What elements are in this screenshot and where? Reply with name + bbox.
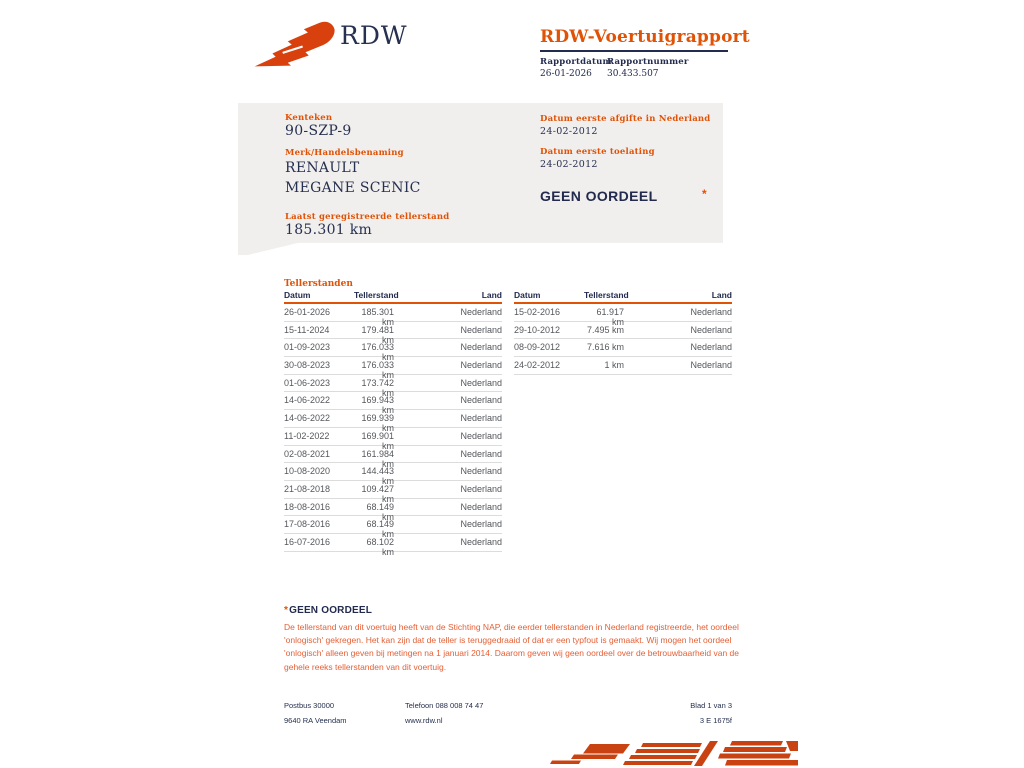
table-row xyxy=(284,339,502,363)
cell-tellerstand: 7.495 km xyxy=(586,324,624,335)
kenteken-label: Kenteken xyxy=(285,113,333,123)
cell-tellerstand: 109.427 km xyxy=(361,483,394,504)
table-row xyxy=(284,499,502,522)
column-header-land: Land xyxy=(711,290,732,300)
rdw-feather-logo-icon xyxy=(253,18,337,68)
document-title: RDW-Voertuigrapport xyxy=(540,27,750,47)
cell-datum: 29-10-2012 xyxy=(514,324,561,335)
cell-tellerstand: 185.301 km xyxy=(361,307,394,327)
cell-datum: 16-07-2016 xyxy=(284,536,331,547)
table-row xyxy=(284,304,502,327)
column-header-tellerstand: Tellerstand xyxy=(354,290,399,300)
table-row xyxy=(514,357,732,375)
laatste-tellerstand-label: Laatst geregistreerde tellerstand xyxy=(285,212,450,222)
oordeel-asterisk: * xyxy=(702,187,707,201)
cell-land: Nederland xyxy=(460,466,502,477)
laatste-tellerstand-value: 185.301 km xyxy=(285,222,373,238)
cell-datum: 14-06-2022 xyxy=(284,395,331,406)
footnote-heading-text: GEEN OORDEEL xyxy=(289,605,373,616)
table-row xyxy=(284,428,502,451)
cell-tellerstand: 173.742 km xyxy=(361,377,394,398)
cell-tellerstand: 176.033 km xyxy=(361,360,394,381)
footer-page-number: Blad 1 van 3 xyxy=(690,701,732,710)
table-row xyxy=(284,357,502,381)
table-row xyxy=(284,322,502,345)
cell-tellerstand: 144.443 km xyxy=(361,466,394,487)
cell-datum: 11-02-2022 xyxy=(284,430,330,441)
cell-land: Nederland xyxy=(460,360,502,371)
table-row xyxy=(514,339,732,357)
report-number-label: Rapportnummer xyxy=(607,57,689,67)
eerste-afgifte-value: 24-02-2012 xyxy=(540,126,598,137)
cell-land: Nederland xyxy=(460,342,502,353)
cell-tellerstand: 68.149 km xyxy=(366,519,394,540)
table-row xyxy=(284,481,502,504)
tellerstanden-table-left xyxy=(284,290,502,557)
table-row xyxy=(284,534,502,557)
column-header-datum: Datum xyxy=(284,290,311,300)
rdw-logo-wordmark: RDW xyxy=(340,21,408,50)
cell-land: Nederland xyxy=(460,519,502,530)
cell-tellerstand: 161.984 km xyxy=(361,448,394,469)
footnote-body-text: De tellerstand van dit voertuig heeft van de Stichting NAP, die eerder tellerstanden in Nederland registreerde, het oordeel 'onlogisch' gekregen. Het kan zijn dat de teller is teruggedraaid of dat er een typfout is gemaakt. Wij mogen het oordeel 'onlogisch' alleen geven bij metingen na 1 januari 2014. Daarom geven wij geen oordeel over de betrouwbaarheid van de gehele reeks tellerstanden van dit voertuig. xyxy=(284,622,739,672)
table-row xyxy=(284,410,502,434)
cell-tellerstand: 169.943 km xyxy=(361,395,394,416)
cell-land: Nederland xyxy=(460,430,502,441)
cell-land: Nederland xyxy=(460,324,502,335)
cell-tellerstand: 7.616 km xyxy=(586,342,624,353)
cell-tellerstand: 176.033 km xyxy=(361,342,394,363)
column-header-datum: Datum xyxy=(514,290,541,300)
cell-land: Nederland xyxy=(690,342,732,353)
table-row xyxy=(514,322,732,340)
oordeel-status: GEEN OORDEEL xyxy=(540,188,658,204)
table-row xyxy=(284,516,502,540)
cell-datum: 15-11-2024 xyxy=(284,324,330,335)
cell-land: Nederland xyxy=(460,307,502,317)
table-row xyxy=(284,446,502,469)
cell-land: Nederland xyxy=(460,448,502,459)
cell-datum: 17-08-2016 xyxy=(284,519,331,530)
merk-handelsbenaming-value: RENAULT MEGANE SCENIC xyxy=(285,160,421,196)
footer-website: www.rdw.nl xyxy=(405,716,443,725)
cell-land: Nederland xyxy=(460,483,502,494)
report-date-value: 26-01-2026 xyxy=(540,69,592,79)
cell-datum: 15-02-2016 xyxy=(514,307,561,317)
tellerstanden-heading: Tellerstanden xyxy=(284,279,353,289)
footer-form-code: 3 E 1675f xyxy=(699,716,732,725)
cell-land: Nederland xyxy=(690,307,732,317)
cell-land: Nederland xyxy=(460,377,502,388)
cell-datum: 10-08-2020 xyxy=(284,466,331,477)
cell-tellerstand: 179.481 km xyxy=(361,324,394,345)
eerste-afgifte-label: Datum eerste afgifte in Nederland xyxy=(540,114,711,124)
cell-datum: 02-08-2021 xyxy=(284,448,331,459)
tellerstanden-table-right xyxy=(514,290,732,375)
cell-datum: 26-01-2026 xyxy=(284,307,331,317)
cell-tellerstand: 68.149 km xyxy=(366,501,394,522)
footer-address-line2: 9640 RA Veendam xyxy=(284,716,347,725)
column-header-land: Land xyxy=(481,290,502,300)
eerste-toelating-label: Datum eerste toelating xyxy=(540,147,655,157)
cell-land: Nederland xyxy=(690,360,732,371)
kenteken-value: 90-SZP-9 xyxy=(285,123,352,139)
cell-land: Nederland xyxy=(690,324,732,335)
cell-land: Nederland xyxy=(460,395,502,406)
report-date-label: Rapportdatum xyxy=(540,57,612,67)
cell-tellerstand: 169.901 km xyxy=(361,430,394,451)
cell-datum: 08-09-2012 xyxy=(514,342,561,353)
cell-land: Nederland xyxy=(460,501,502,512)
cell-datum: 14-06-2022 xyxy=(284,413,331,424)
table-row xyxy=(284,463,502,487)
footer-address-line1: Postbus 30000 xyxy=(284,701,335,710)
rdw-stripe-pattern-icon xyxy=(550,739,798,768)
table-row xyxy=(284,392,502,416)
table-body xyxy=(514,304,732,375)
cell-datum: 18-08-2016 xyxy=(284,501,331,512)
cell-tellerstand: 1 km xyxy=(604,360,624,371)
title-divider xyxy=(540,50,728,52)
report-number-value: 30.433.507 xyxy=(607,69,659,79)
column-header-tellerstand: Tellerstand xyxy=(584,290,629,300)
footnote-asterisk: * xyxy=(284,605,289,616)
cell-tellerstand: 68.102 km xyxy=(366,536,394,557)
cell-datum: 01-09-2023 xyxy=(284,342,331,353)
table-row xyxy=(284,375,502,398)
cell-datum: 01-06-2023 xyxy=(284,377,331,388)
cell-land: Nederland xyxy=(460,536,502,547)
merk-handelsbenaming-label: Merk/Handelsbenaming xyxy=(285,148,404,158)
cell-tellerstand: 169.939 km xyxy=(361,413,394,434)
cell-tellerstand: 61.917 km xyxy=(596,307,624,327)
table-body xyxy=(284,304,502,557)
footer-phone: Telefoon 088 008 74 47 xyxy=(405,701,484,710)
table-header-row xyxy=(514,290,732,304)
table-header-row xyxy=(284,290,502,304)
eerste-toelating-value: 24-02-2012 xyxy=(540,159,598,170)
cell-land: Nederland xyxy=(460,413,502,424)
cell-datum: 24-02-2012 xyxy=(514,360,561,371)
footnote-heading xyxy=(284,605,372,616)
cell-datum: 21-08-2018 xyxy=(284,483,331,494)
table-row xyxy=(514,304,732,327)
cell-datum: 30-08-2023 xyxy=(284,360,331,371)
